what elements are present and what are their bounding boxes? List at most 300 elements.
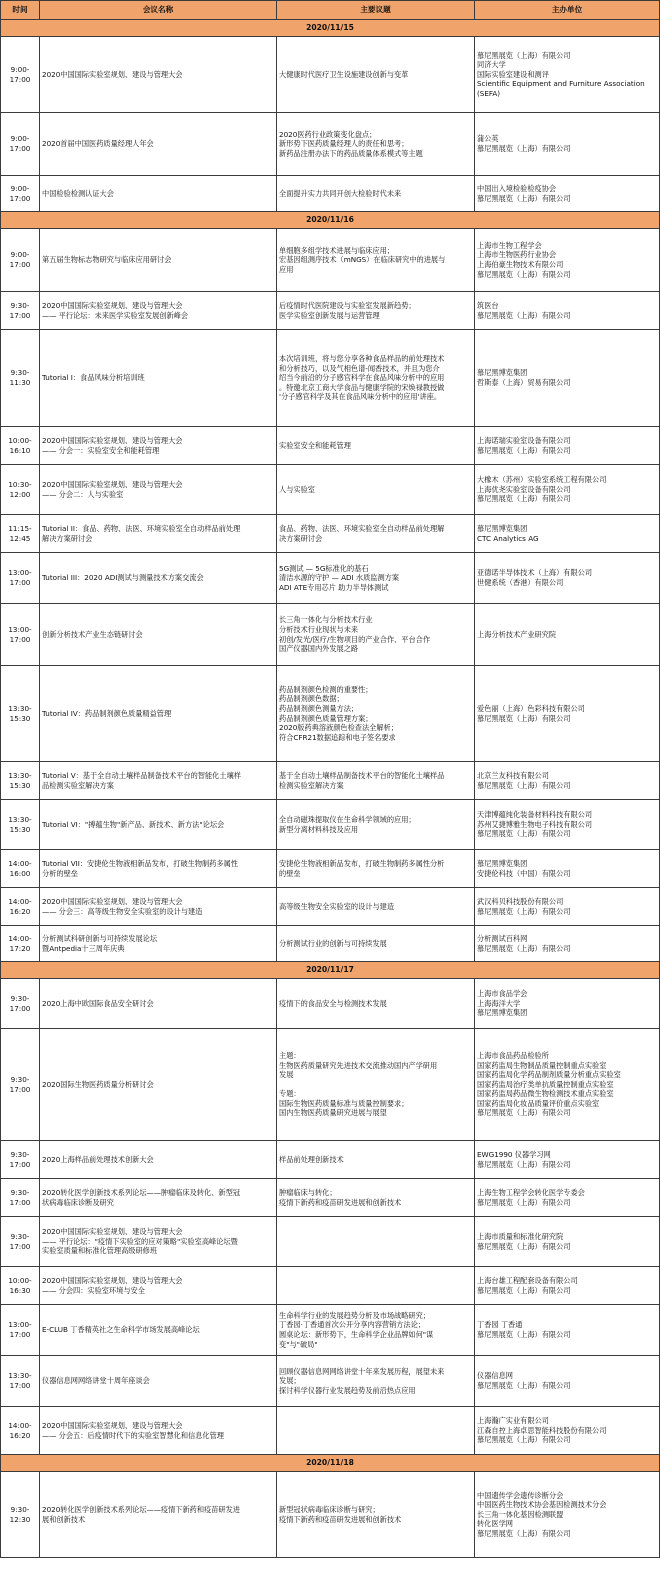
org-cell-line: 慕尼黑展览（上海）有限公司 — [477, 1285, 571, 1295]
topic-cell-line: 检测实验室解决方案 — [279, 780, 344, 790]
org-cell — [475, 37, 660, 113]
topic-cell — [277, 465, 475, 515]
topic-cell-line: 食品、药物、法医、环境实验室全自动样品前处理解 — [279, 523, 445, 533]
org-cell-line: 上海优尧实验室设备有限公司 — [477, 484, 571, 494]
time-cell-line: 12:30 — [9, 1514, 31, 1524]
org-cell — [475, 553, 660, 604]
time-cell-line: 14:00- — [8, 933, 32, 943]
name-cell-line: 2020中国国际实验室规划、建设与管理大会 — [42, 479, 183, 489]
org-cell-line: 慕尼黑展览（上海）有限公司 — [477, 780, 571, 790]
name-cell-line: 2020中国国际实验室规划、建设与管理大会 — [42, 1227, 183, 1237]
time-cell-line: 9:30- — [10, 1187, 30, 1197]
time-cell — [1, 888, 40, 926]
topic-cell-line: ADI ATE专用芯片 助力半导体测试 — [279, 582, 389, 592]
topic-cell-line: 和分析技巧，以及气相色谱-闻香技术，并且为您介 — [279, 363, 440, 373]
org-cell — [475, 1472, 660, 1558]
time-cell-line: 13:00- — [8, 624, 32, 634]
topic-cell-line: 疫情下的食品安全与检测技术发展 — [279, 998, 387, 1008]
time-cell — [1, 1356, 40, 1407]
time-cell-line: 17:00 — [9, 1084, 31, 1094]
date-row — [1, 20, 660, 37]
topic-cell-line: 新形势下医药质量经理人的责任和思考； — [279, 139, 409, 149]
topic-cell — [277, 1217, 475, 1267]
date-row — [1, 962, 660, 979]
header-conference-name: 会议名称 — [40, 1, 277, 20]
time-cell-line: 15:30 — [9, 824, 31, 834]
topic-cell-line: 生命科学行业的发展趋势分析及市场战略研究； — [279, 1310, 430, 1320]
table-row — [1, 888, 660, 926]
topic-cell-line: 新型分离材料科技及应用 — [279, 824, 359, 834]
time-cell-line: 13:30- — [8, 703, 32, 713]
name-cell — [40, 1217, 277, 1267]
name-cell — [40, 888, 277, 926]
name-cell-line: Tutorial V：基于全自动土壤样品制备技术平台的智能化土壤样 — [42, 770, 241, 780]
time-cell — [1, 515, 40, 553]
time-cell — [1, 1217, 40, 1267]
org-cell-line: 国家药监局生物制品质量控制重点实验室 — [477, 1060, 607, 1070]
topic-cell — [277, 292, 475, 330]
time-cell — [1, 604, 40, 666]
time-cell — [1, 1029, 40, 1141]
table-row — [1, 292, 660, 330]
org-cell-line: 仪器信息网 — [477, 1371, 513, 1381]
table-row — [1, 515, 660, 553]
name-cell-line: 第五届生物标志物研究与临床应用研讨会 — [42, 255, 172, 265]
time-cell — [1, 979, 40, 1029]
org-cell — [475, 229, 660, 292]
org-cell-line: 慕尼黑博览集团 — [477, 368, 528, 378]
time-cell-line: 12:45 — [9, 533, 31, 543]
org-cell-line: 亚德诺半导体技术（上海）有限公司 — [477, 568, 593, 578]
time-cell-line: 9:30- — [10, 993, 30, 1003]
time-cell-line: 10:00- — [8, 435, 32, 445]
name-cell — [40, 330, 277, 427]
time-cell-line: 17:00 — [9, 1330, 31, 1339]
date-label: 2020/11/17 — [1, 962, 660, 979]
org-cell-line: 中国出入境检验检疫协会 — [477, 183, 557, 193]
org-cell — [475, 800, 660, 850]
time-cell-line: 9:30- — [10, 1504, 30, 1514]
topic-cell — [277, 762, 475, 800]
name-cell-line: 分析测试科研创新与可持续发展论坛 — [42, 933, 158, 943]
org-cell-line: 上海市食品学会 — [477, 989, 528, 999]
topic-cell-line: 药品制剂颜色质量管理方案； — [279, 713, 373, 723]
org-cell-line: 慕尼黑展览（上海）有限公司 — [477, 494, 571, 504]
time-cell-line: 9:30- — [10, 368, 30, 378]
topic-cell — [277, 427, 475, 465]
header-main-topic: 主要议题 — [277, 1, 475, 20]
time-cell — [1, 330, 40, 427]
table-row — [1, 1217, 660, 1267]
org-cell — [475, 1305, 660, 1356]
time-cell — [1, 553, 40, 604]
time-cell-line: 16:20 — [9, 906, 31, 916]
topic-cell — [277, 37, 475, 113]
name-cell-line: 2020上海样品前处理技术创新大会 — [42, 1154, 154, 1164]
org-cell-line: 慕尼黑展览（上海）有限公司 — [477, 713, 571, 723]
time-cell — [1, 1267, 40, 1305]
topic-cell — [277, 1407, 475, 1455]
date-label: 2020/11/18 — [1, 1455, 660, 1472]
time-cell — [1, 1141, 40, 1179]
time-cell-line: 9:00- — [10, 183, 30, 193]
name-cell-line: —— 分会三：高等级生物安全实验室的设计与建造 — [42, 906, 203, 916]
name-cell-line: Tutorial II：食品、药物、法医、环境实验室全自动样品前处理 — [42, 523, 241, 533]
org-cell-line: 江森自控上海卓思智能科技股份有限公司 — [477, 1425, 607, 1435]
name-cell — [40, 1029, 277, 1141]
topic-cell — [277, 800, 475, 850]
topic-cell-line: 本次培训班，将与您分享各种食品样品的前处理技术 — [279, 354, 445, 364]
topic-cell-line — [279, 1080, 472, 1090]
topic-cell-line: 2020医药行业政策变化盘点； — [279, 129, 377, 139]
date-label: 2020/11/15 — [1, 20, 660, 37]
name-cell — [40, 1179, 277, 1217]
topic-cell — [277, 888, 475, 926]
topic-cell-line: 人与实验室 — [279, 484, 315, 494]
org-cell — [475, 427, 660, 465]
name-cell-line: —— 分会四：实验室环境与安全 — [42, 1285, 145, 1295]
name-cell-line: 展和创新技术 — [42, 1514, 86, 1524]
org-cell-line: 上海台雄工程配套设备有限公司 — [477, 1275, 578, 1285]
org-cell-line: 安捷伦科技（中国）有限公司 — [477, 868, 571, 878]
topic-cell — [277, 330, 475, 427]
header-time: 时间 — [1, 1, 40, 20]
table-row — [1, 1356, 660, 1407]
time-cell-line: 10:30- — [8, 479, 32, 489]
org-cell-line: 长三角一体化基因检测联盟 — [477, 1509, 564, 1519]
org-cell-line: 慕尼黑展览（上海）有限公司 — [477, 269, 571, 279]
org-cell — [475, 926, 660, 962]
org-cell — [475, 1356, 660, 1407]
table-row — [1, 979, 660, 1029]
topic-cell-line: 发展 — [279, 1070, 294, 1080]
name-cell-line: 2020转化医学创新技术系列论坛——疫情下新药和疫苗研发进 — [42, 1504, 240, 1514]
name-cell-line: 暨Antpedia十三周年庆典 — [42, 943, 125, 953]
org-cell-line: 世健系统（香港）有限公司 — [477, 578, 564, 587]
org-cell-line: 分析测试百科网 — [477, 933, 528, 943]
name-cell — [40, 1267, 277, 1305]
table-row — [1, 1472, 660, 1558]
org-cell-line: 慕尼黑展览（上海）有限公司 — [477, 1435, 571, 1445]
org-cell-line: 上海市质量和标准化研究院 — [477, 1231, 564, 1241]
topic-cell-line: 初创/发光/医疗/生物项目的产业合作、平台合作 — [279, 634, 431, 644]
org-cell-line: 上海诺瑞实验室设备有限公司 — [477, 435, 571, 445]
org-cell — [475, 888, 660, 926]
topic-cell — [277, 176, 475, 212]
time-cell-line: 9:00- — [10, 250, 30, 260]
name-cell-line: 2020中国国际实验室规划、建设与管理大会 — [42, 1275, 183, 1285]
topic-cell-line: 国内生物医药质量研究进展与展望 — [279, 1108, 387, 1118]
topic-cell-line: 分析测试行业的创新与可持续发展 — [279, 938, 387, 948]
org-cell — [475, 515, 660, 553]
name-cell-line: 品检测实验室解决方案 — [42, 780, 114, 790]
time-cell-line: 9:30- — [10, 1149, 30, 1159]
topic-cell — [277, 553, 475, 604]
org-cell — [475, 1029, 660, 1141]
topic-cell-line: 绍当今前沿的分子感官科学在食品风味分析中的应用 — [279, 373, 445, 383]
name-cell — [40, 37, 277, 113]
topic-cell-line: 单细胞多组学技术进展与临床应用； — [279, 245, 395, 255]
name-cell — [40, 1407, 277, 1455]
org-cell-line: 慕尼黑展览（上海）有限公司 — [477, 193, 571, 203]
table-row — [1, 1305, 660, 1356]
org-cell — [475, 1217, 660, 1267]
name-cell — [40, 1141, 277, 1179]
name-cell — [40, 1356, 277, 1407]
topic-cell-line: 样品前处理创新技术 — [279, 1154, 344, 1164]
name-cell-line: 状病毒临床诊断及研究 — [42, 1197, 114, 1207]
org-cell-line: 上海伯豪生物技术有限公司 — [477, 260, 564, 269]
topic-cell-line: 清洁水源的守护 — ADI 水质监测方案 — [279, 573, 400, 583]
header-row — [1, 1, 660, 20]
topic-cell-line: 国际生物医药质量标准与质量控制要求； — [279, 1098, 409, 1108]
table-row — [1, 1407, 660, 1455]
org-cell — [475, 850, 660, 888]
org-cell-line: 上海瀚广实业有限公司 — [477, 1416, 549, 1426]
time-cell — [1, 850, 40, 888]
org-cell — [475, 465, 660, 515]
name-cell — [40, 292, 277, 330]
time-cell-line: 15:30 — [9, 713, 31, 723]
org-cell-line: 上海市生物工程学会 — [477, 240, 542, 250]
time-cell-line: 17:00 — [9, 1197, 31, 1207]
time-cell-line: 9:30- — [10, 1074, 30, 1084]
time-cell-line: 14:00- — [8, 896, 32, 906]
topic-cell — [277, 604, 475, 666]
time-cell-line: 12:00 — [9, 489, 31, 499]
topic-cell-line: 探讨科学仪器行业发展趋势及前沿热点应用 — [279, 1385, 416, 1395]
time-cell-line: 16:00 — [9, 868, 31, 878]
org-cell — [475, 979, 660, 1029]
time-cell — [1, 37, 40, 113]
name-cell-line: 2020中国国际实验室规划、建设与管理大会 — [42, 435, 183, 445]
name-cell-line: 2020中国国际实验室规划、建设与管理大会 — [42, 300, 183, 310]
org-cell — [475, 604, 660, 666]
org-cell-line: 北京兰友科技有限公司 — [477, 770, 549, 780]
topic-cell-line: 变"与"破局" — [279, 1339, 318, 1349]
name-cell-line: —— 分会二：人与实验室 — [42, 489, 124, 499]
org-cell-line: 天津博蕴纯化装备材料科技有限公司 — [477, 810, 593, 820]
topic-cell-line: 的壁垒 — [279, 868, 301, 878]
table-row — [1, 37, 660, 113]
date-row — [1, 1455, 660, 1472]
org-cell-line: (SEFA) — [477, 88, 501, 98]
org-cell-line: 慕尼黑博览集团 — [477, 523, 528, 533]
time-cell-line: 17:00 — [9, 1241, 31, 1251]
topic-cell — [277, 1179, 475, 1217]
topic-cell-line: 分析技术行业现状与未来 — [279, 624, 359, 634]
org-cell-line: 慕尼黑展览（上海）有限公司 — [477, 1330, 571, 1339]
name-cell — [40, 176, 277, 212]
org-cell-line: 慕尼黑展览（上海）有限公司 — [477, 1108, 571, 1118]
topic-cell-line: 药品制剂颜色检测的重要性； — [279, 684, 373, 694]
topic-cell — [277, 229, 475, 292]
org-cell-line: 丁香园 丁香通 — [477, 1320, 523, 1330]
name-cell — [40, 515, 277, 553]
org-cell-line: Scientific Equipment and Furniture Association — [477, 79, 645, 89]
name-cell-line: —— 分会一：实验室安全和能耗管理 — [42, 445, 160, 455]
topic-cell-line: 大健康时代医疗卫生设施建设创新与变革 — [279, 69, 409, 79]
topic-cell — [277, 850, 475, 888]
name-cell-line: —— 平行论坛：未来医学实验室发展创新峰会 — [42, 310, 189, 320]
time-cell-line: 17:00 — [9, 260, 31, 269]
name-cell — [40, 979, 277, 1029]
org-cell-line: 慕尼黑展览（上海）有限公司 — [477, 310, 571, 320]
table-row — [1, 553, 660, 604]
org-cell-line: 中国医药生物技术协会基因检测技术分会 — [477, 1500, 607, 1510]
topic-cell-line: 回顾仪器信息网网络讲堂十年来发展历程，展望未来 — [279, 1366, 445, 1376]
time-cell — [1, 176, 40, 212]
name-cell — [40, 1305, 277, 1356]
topic-cell-line: 发展； — [279, 1376, 301, 1386]
name-cell-line: Tutorial I：食品风味分析培训班 — [42, 373, 145, 383]
org-cell-line: 上海分析技术产业研究院 — [477, 629, 557, 639]
topic-cell — [277, 1305, 475, 1356]
org-cell — [475, 330, 660, 427]
org-cell-line: CTC Analytics AG — [477, 533, 539, 543]
name-cell-line: 创新分析技术产业生态链研讨会 — [42, 629, 143, 639]
org-cell — [475, 1179, 660, 1217]
time-cell — [1, 1179, 40, 1217]
org-cell-line: 蒲公英 — [477, 134, 499, 144]
org-cell-line: 国家药监局药品微生物检测技术重点实验室 — [477, 1089, 614, 1099]
name-cell — [40, 465, 277, 515]
table-row — [1, 604, 660, 666]
org-cell-line: 慕尼黑展览（上海）有限公司 — [477, 943, 571, 953]
name-cell — [40, 604, 277, 666]
topic-cell-line: '分子感官科学及其在食品风味分析中的应用'讲座。 — [279, 392, 442, 402]
name-cell-line: 2020首届中国医药质量经理人年会 — [42, 139, 154, 149]
name-cell-line: E-CLUB 丁香精英社之生命科学市场发展高峰论坛 — [42, 1325, 200, 1335]
table-row — [1, 1029, 660, 1141]
org-cell — [475, 292, 660, 330]
org-cell — [475, 666, 660, 762]
topic-cell-line: 疫情下新药和疫苗研发进展和创新技术 — [279, 1197, 402, 1207]
org-cell-line: 国际实验室建设和测评 — [477, 69, 549, 79]
name-cell — [40, 553, 277, 604]
name-cell — [40, 926, 277, 962]
topic-cell — [277, 515, 475, 553]
topic-cell-line: 全面提升实力共同开创大检验时代未来 — [279, 188, 402, 198]
table-row — [1, 800, 660, 850]
org-cell-line: 慕尼黑博览集团 — [477, 858, 528, 868]
name-cell-line: 仪器信息网网络讲堂十周年座谈会 — [42, 1376, 150, 1386]
topic-cell — [277, 926, 475, 962]
time-cell-line: 14:00- — [8, 1420, 32, 1430]
topic-cell-line: 5G测试 — 5G标准化的基石 — [279, 563, 369, 573]
name-cell — [40, 800, 277, 850]
time-cell — [1, 229, 40, 292]
topic-cell — [277, 1029, 475, 1141]
table-row — [1, 1141, 660, 1179]
topic-cell-line: 应用 — [279, 264, 294, 274]
org-cell — [475, 176, 660, 212]
name-cell-line: 2020国际生物医药质量分析研讨会 — [42, 1079, 154, 1089]
time-cell-line: 15:30 — [9, 780, 31, 790]
time-cell — [1, 666, 40, 762]
time-cell-line: 11:30 — [9, 378, 31, 387]
topic-cell-line: 主题： — [279, 1050, 301, 1060]
time-cell-line: 11:15- — [8, 523, 32, 533]
topic-cell — [277, 1472, 475, 1558]
time-cell-line: 10:00- — [8, 1275, 32, 1285]
topic-cell-line: 新药品注册办法下的药品质量体系模式等主题 — [279, 148, 423, 158]
time-cell — [1, 800, 40, 850]
table-row — [1, 850, 660, 888]
topic-cell-line: 宏基因组测序技术（mNGS）在临床研究中的进展与 — [279, 255, 446, 265]
name-cell-line: —— 分会五：后疫情时代下的实验室智慧化和信息化管理 — [42, 1430, 224, 1440]
topic-cell-line: 安捷伦生物液相新品发布，打破生物制药多属性分析 — [279, 858, 445, 868]
time-cell — [1, 926, 40, 962]
name-cell-line: Tutorial VI："搏蕴生物"新产品、新技术、新方法"论坛会 — [42, 819, 225, 829]
org-cell-line: 慕尼黑展览（上海）有限公司 — [477, 1528, 571, 1538]
org-cell-line: 慕尼黑展览（上海）有限公司 — [477, 1159, 571, 1169]
topic-cell-line: 圆桌论坛：新形势下，生命科学企业品牌如何"谋 — [279, 1330, 434, 1339]
topic-cell — [277, 113, 475, 176]
org-cell-line: 哲斯泰（上海）贸易有限公司 — [477, 378, 571, 387]
org-cell-line: 上海市食品药品检验所 — [477, 1050, 549, 1060]
org-cell-line: 慕尼黑展览（上海）有限公司 — [477, 1381, 571, 1390]
time-cell-line: 17:00 — [9, 193, 31, 203]
table-row — [1, 465, 660, 515]
name-cell-line: 2020中国国际实验室规划、建设与管理大会 — [42, 1420, 183, 1430]
topic-cell-line: 2020版药典溶液颜色检查法全解析； — [279, 723, 398, 733]
time-cell — [1, 1472, 40, 1558]
time-cell-line: 13:00- — [8, 568, 32, 578]
org-cell-line: 爱色丽（上海）色彩科技有限公司 — [477, 703, 585, 713]
name-cell-line: Tutorial VII：安捷伦生物液相新品发布，打破生物制药多属性 — [42, 858, 238, 868]
name-cell — [40, 850, 277, 888]
org-cell-line: 慕尼黑展览（上海）有限公司 — [477, 144, 571, 153]
time-cell-line: 16:10 — [9, 445, 31, 455]
time-cell — [1, 292, 40, 330]
name-cell-line: 2020上海中欧国际食品安全研讨会 — [42, 998, 154, 1008]
topic-cell-line: 医学实验室创新发展与运营管理 — [279, 310, 380, 320]
topic-cell-line: 国产仪器国内外发展之路 — [279, 644, 359, 654]
org-cell-line: 慕尼黑展览（上海）有限公司 — [477, 50, 571, 60]
org-cell-line: 慕尼黑展览（上海）有限公司 — [477, 1197, 571, 1207]
topic-cell-line: 实验室安全和能耗管理 — [279, 440, 351, 450]
header-organizer: 主办单位 — [475, 1, 660, 20]
time-cell-line: 17:00 — [9, 634, 31, 644]
org-cell-line: 慕尼黑展览（上海）有限公司 — [477, 445, 571, 455]
topic-cell-line: 决方案研讨会 — [279, 533, 323, 543]
topic-cell-line: 生物医药质量研究先进技术交流推动国内产学研用 — [279, 1060, 438, 1070]
time-cell — [1, 1305, 40, 1356]
org-cell-line: 大橡木（苏州）实验室系统工程有限公司 — [477, 475, 607, 485]
date-row — [1, 212, 660, 229]
org-cell-line: 慕尼黑展览（上海）有限公司 — [477, 1241, 571, 1251]
time-cell — [1, 113, 40, 176]
table-row — [1, 926, 660, 962]
name-cell-line: Tutorial III：2020 ADI测试与测量技术方案交流会 — [42, 573, 204, 583]
time-cell-line: 9:30- — [10, 300, 30, 310]
table-row — [1, 666, 660, 762]
topic-cell-line: 长三角一体化与分析技术行业 — [279, 615, 373, 625]
topic-cell-line: 基于全自动土壤样品制备技术平台的智能化土壤样品 — [279, 770, 445, 780]
org-cell — [475, 113, 660, 176]
name-cell-line: 中国检验检测认证大会 — [42, 188, 114, 198]
time-cell-line: 17:00 — [9, 1159, 31, 1169]
time-cell — [1, 427, 40, 465]
org-cell-line: 国家药监局化妆品质量评价重点实验室 — [477, 1098, 600, 1108]
org-cell-line: 筑医台 — [477, 300, 499, 310]
topic-cell-line: 药品制剂颜色数据； — [279, 694, 344, 704]
org-cell — [475, 1141, 660, 1179]
time-cell-line: 17:00 — [9, 144, 31, 153]
table-row — [1, 762, 660, 800]
name-cell — [40, 427, 277, 465]
